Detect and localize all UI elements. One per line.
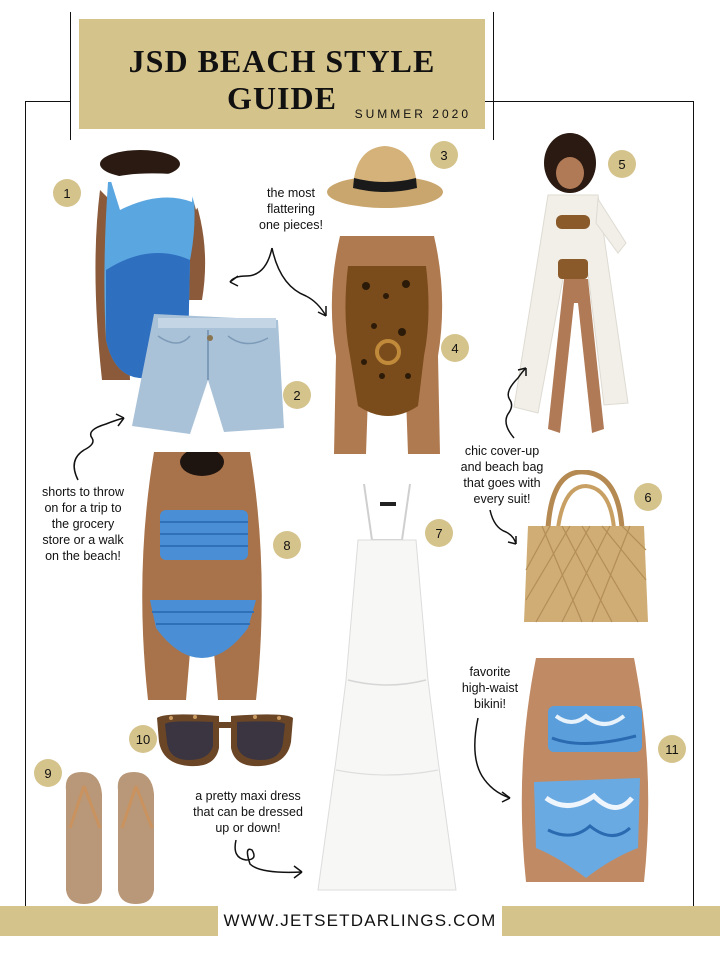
arrow-bikini [468, 716, 514, 806]
arrow-shorts [66, 410, 128, 484]
page-subtitle: SUMMER 2020 [354, 107, 471, 121]
note-coverup: chic cover-up and beach bag that goes with every suit! [460, 444, 544, 506]
title-left-tick [70, 12, 71, 140]
frame-left-line [25, 101, 26, 927]
arrow-bag [486, 508, 520, 548]
arrow-dress [232, 838, 306, 882]
product-tortoise-sunglasses[interactable] [155, 712, 295, 768]
frame-top-left-line [25, 101, 70, 102]
note-dress: a pretty maxi dress that can be dressed up or down! [193, 789, 303, 835]
title-banner [79, 19, 485, 129]
product-swimsuit-leopard[interactable] [326, 236, 448, 456]
arrow-one-pieces [226, 246, 330, 322]
note-one-pieces: the most flattering one pieces! [259, 186, 323, 232]
product-number-badge: 6 [634, 483, 662, 511]
product-number-badge: 8 [273, 531, 301, 559]
frame-right-line [693, 101, 694, 927]
frame-top-right-line [485, 101, 694, 102]
product-number-badge: 7 [425, 519, 453, 547]
title-right-tick [493, 12, 494, 140]
note-shorts: shorts to throw on for a trip to the grocery store or a walk on the beach! [42, 485, 124, 563]
product-number-badge: 2 [283, 381, 311, 409]
product-number-badge: 9 [34, 759, 62, 787]
product-number-badge: 3 [430, 141, 458, 169]
note-bikini: favorite high-waist bikini! [461, 665, 519, 711]
product-denim-shorts[interactable] [128, 310, 286, 435]
product-tie-dye-bikini[interactable] [512, 658, 658, 884]
product-number-badge: 1 [53, 179, 81, 207]
page-title: JSD BEACH STYLE GUIDE [128, 43, 436, 116]
product-number-badge: 5 [608, 150, 636, 178]
arrow-coverup [496, 364, 536, 440]
product-rose-gold-flip-flops[interactable] [62, 772, 158, 904]
product-number-badge: 4 [441, 334, 469, 362]
product-number-badge: 10 [129, 725, 157, 753]
product-blue-smocked-bikini[interactable] [130, 452, 274, 702]
footer-website-link[interactable]: WWW.JETSETDARLINGS.COM [218, 906, 502, 936]
product-number-badge: 11 [658, 735, 686, 763]
